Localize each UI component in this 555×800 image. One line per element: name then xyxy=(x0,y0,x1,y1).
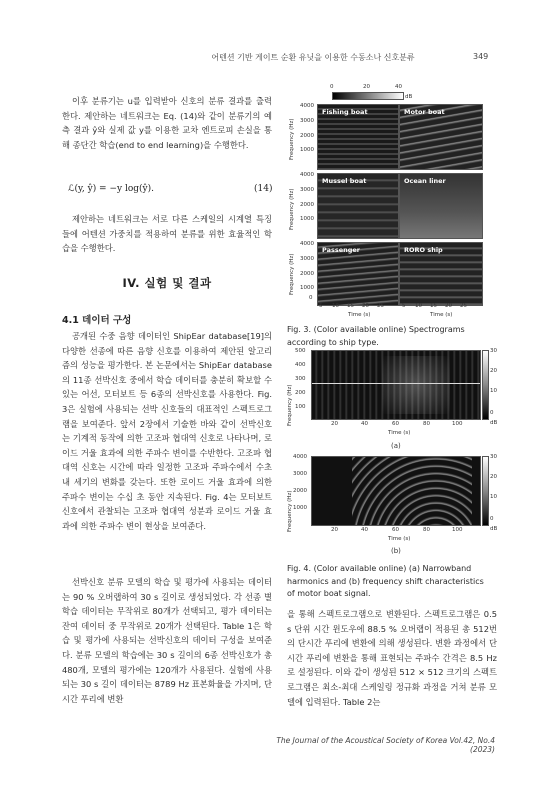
fig4a-cbar-tick: 0 xyxy=(490,410,494,416)
fig3-ytick: 3000 xyxy=(300,256,314,262)
fig3-ytick: 2000 xyxy=(300,202,314,208)
fig4b-sublabel: (b) xyxy=(391,547,401,555)
fig3-xtick: 20 xyxy=(445,303,452,309)
fig3-ytick: 3000 xyxy=(300,118,314,124)
fig4b-cbar-tick: 0 xyxy=(490,516,494,522)
fig4a-xtick: 100 xyxy=(452,421,463,427)
narrowband-spectrogram xyxy=(311,350,481,420)
fig3-ytick: 4000 xyxy=(300,172,314,178)
paragraph-1: 이후 분류기는 u를 입력받아 신호의 분류 결과를 출력한다. 제안하는 네트워크는 Eq. (14)와 같이 분류기의 예측 결과 ŷ와 실제 값 y를 이용한 교차 엔트로피 손실을 통해 종단간 학습(end to end learning)을 수행한다. xyxy=(62,96,272,150)
fig4b-xlabel: Time (s) xyxy=(388,536,411,542)
spectrogram-panel xyxy=(399,104,483,170)
fig3-ytick: 2000 xyxy=(300,133,314,139)
figure-4b xyxy=(285,454,500,559)
fig3-ytick: 3000 xyxy=(300,187,314,193)
fig4a-xtick: 60 xyxy=(392,421,399,427)
fig3-cbar-tick: 0 xyxy=(330,84,334,90)
fig3-ytick: 1000 xyxy=(300,147,314,153)
figure-4a xyxy=(285,348,500,458)
fig4b-cbar-tick: 30 xyxy=(490,454,497,460)
fig3-xtick: 25 xyxy=(377,303,384,309)
fig4b-ytick: 4000 xyxy=(293,454,307,460)
fig4b-ytick: 2000 xyxy=(293,488,307,494)
frequency-shift-spectrogram xyxy=(311,456,481,526)
fig3-xlabel: Time (s) xyxy=(430,312,453,318)
fig4b-ytick: 1000 xyxy=(293,505,307,511)
fig4b-ylabel: Frequency (Hz) xyxy=(287,490,293,532)
fig3-ylabel: Frequency (Hz) xyxy=(289,188,295,230)
figure-4-caption: Fig. 4. (Color available online) (a) Narrowband harmonics and (b) frequency shift characteristics of motor boat signal. xyxy=(287,564,484,598)
panel-label: Motor boat xyxy=(404,108,445,116)
fig3-xtick: 20 xyxy=(362,303,369,309)
fig3-ytick: 1000 xyxy=(300,285,314,291)
fig3-xtick: 15 xyxy=(430,303,437,309)
fig4a-cbar-unit: dB xyxy=(490,420,498,426)
fig4a-xtick: 80 xyxy=(423,421,430,427)
equation: ℒ(y, ŷ) = −y log(ŷ). xyxy=(68,184,154,194)
section-title: IV. 실험 및 결과 xyxy=(122,276,212,290)
journal-footer: The Journal of the Acoustical Society of Korea Vol.42, No.4 (2023) xyxy=(276,736,495,754)
fig4a-cbar-tick: 10 xyxy=(490,388,497,394)
fig4b-ytick: 3000 xyxy=(293,471,307,477)
panel-label: Mussel boat xyxy=(322,177,367,185)
figure-3 xyxy=(287,84,487,310)
panel-label: Fishing boat xyxy=(322,108,368,116)
page-number: 349 xyxy=(473,52,489,61)
fig3-ytick: 0 xyxy=(309,295,313,301)
paragraph-3: 공개된 수중 음향 데이터인 ShipEar database[19]의 다양한 선종에 따른 음향 신호를 이용하여 제안된 알고리즘의 성능을 평가한다. 본 논문에서는 ShipEar database의 11종 선박신호 중에서 학습 데이터를 충분히 확보할 수 있는 어선, 모터보트 등 6종의 선박신호를 사용한다. Fig. 3은 실험에 사용되는 선박 신호들의 대표적인 스펙트로그램을 보여준다. 앞서 2장에서 기술한 바와 같이 선박신호는 기계적 동작에 의한 고조파 협대역 신호로 나타나며, 로이드 거울 효과에 의한 주파수 변이를 수반한다. 고조파 협대역 신호는 시간에 따라 일정한 고조파 주파수에서 수초 내 세기의 변화를 갖는다. 또한 로이드 거울 효과에 의한 주파수 변이는 수십 초 동안 지속된다. Fig. 4는 모터보트 신호에서 관찰되는 고조파 협대역 성분과 로이드 거울 효과에 의한 주파수 변이 현상을 보여준다. xyxy=(62,331,272,531)
fig4b-xtick: 80 xyxy=(423,527,430,533)
fig4b-colorbar xyxy=(482,456,489,526)
fig3-ytick: 4000 xyxy=(300,103,314,109)
subsection-title: 4.1 데이터 구성 xyxy=(62,315,132,326)
fig3-xtick: 10 xyxy=(415,303,422,309)
spectrogram-panel xyxy=(399,173,483,239)
spectrogram-panel xyxy=(317,173,399,239)
fig4b-xtick: 20 xyxy=(331,527,338,533)
panel-label: Ocean liner xyxy=(404,177,446,185)
fig4b-cbar-tick: 20 xyxy=(490,474,497,480)
fig4a-ytick: 500 xyxy=(295,348,306,354)
fig4a-ytick: 200 xyxy=(295,390,306,396)
fig3-ylabel: Frequency (Hz) xyxy=(289,118,295,160)
panel-label: Passenger xyxy=(322,246,361,254)
spectrogram-panel xyxy=(317,104,399,170)
fig4a-cbar-tick: 20 xyxy=(490,368,497,374)
fig4a-cbar-tick: 30 xyxy=(490,348,497,354)
fig3-ytick: 1000 xyxy=(300,216,314,222)
spectrogram-panel xyxy=(317,242,399,306)
fig3-xtick: 5 xyxy=(319,303,323,309)
fig3-ytick: 2000 xyxy=(300,271,314,277)
fig4a-xtick: 40 xyxy=(361,421,368,427)
figure-3-caption: Fig. 3. (Color available online) Spectrograms according to ship type. xyxy=(287,325,465,347)
fig4a-ylabel: Frequency (Hz) xyxy=(287,384,293,426)
fig4b-xtick: 60 xyxy=(392,527,399,533)
equation-number: (14) xyxy=(254,184,273,194)
panel-label: RORO ship xyxy=(404,246,443,254)
fig3-cbar-tick: 40 xyxy=(395,84,402,90)
fig3-ylabel: Frequency (Hz) xyxy=(289,253,295,295)
fig4a-ytick: 100 xyxy=(295,404,306,410)
fig4a-colorbar xyxy=(482,350,489,420)
fig4a-ytick: 400 xyxy=(295,362,306,368)
fig4b-xtick: 40 xyxy=(361,527,368,533)
fig3-cbar-unit: dB xyxy=(405,94,413,100)
fig4a-sublabel: (a) xyxy=(391,442,401,450)
fig3-xtick: 5 xyxy=(402,303,406,309)
spectrogram-panel xyxy=(399,242,483,306)
fig4b-cbar-tick: 10 xyxy=(490,494,497,500)
fig3-xtick: 10 xyxy=(332,303,339,309)
fig4a-xlabel: Time (s) xyxy=(388,430,411,436)
fig4a-xtick: 20 xyxy=(331,421,338,427)
fig4b-xtick: 100 xyxy=(452,527,463,533)
right-paragraph: 을 통해 스펙트로그램으로 변환된다. 스펙트로그램은 0.5 s 단위 시간 윈도우에 88.5 % 오버랩이 적용된 총 512번의 단시간 푸리에 변환에 의해 생성된다. 변환 과정에서 단시간 푸리에 변환을 통해 표현되는 주파수 간격은 8.5 Hz로 설정된다. 이와 같이 생성된 512 × 512 크기의 스펙트로그램은 최소-최대 스케일링 정규화 과정을 거쳐 분류 모델에 입력된다. Table 2는 xyxy=(287,609,497,707)
paragraph-4: 선박신호 분류 모델의 학습 및 평가에 사용되는 데이터는 90 % 오버랩하여 30 s 길이로 생성되었다. 각 선종 별 학습 데이터는 무작위로 80개가 선택되고, 평가 데이터는 잔여 데이터 중 무작위로 20개가 선택된다. Table 1은 학습 및 평가에 사용되는 선박신호의 데이터 구성을 보여준다. 분류 모델의 학습에는 30 s 길이의 6종 선박신호가 총 480개, 모델의 평가에는 120개가 사용된다. 실험에 사용되는 30 s 길이 데이터는 8789 Hz 표본화율을 가지며, 단시간 푸리에 변환 xyxy=(62,577,272,704)
fig3-cbar-tick: 20 xyxy=(363,84,370,90)
fig3-ytick: 4000 xyxy=(300,241,314,247)
fig4b-cbar-unit: dB xyxy=(490,526,498,532)
fig3-xtick: 25 xyxy=(460,303,467,309)
running-header: 어텐션 기반 게이트 순환 유닛을 이용한 수동소나 신호분류 xyxy=(211,53,415,62)
fig3-xtick: 15 xyxy=(347,303,354,309)
fig3-xlabel: Time (s) xyxy=(348,312,371,318)
paragraph-2: 제안하는 네트워크는 서로 다른 스케일의 시계열 특징들에 어텐션 가중치를 적용하여 분류를 위한 효율적인 학습을 수행한다. xyxy=(62,214,272,254)
fig4a-ytick: 300 xyxy=(295,376,306,382)
fig3-colorbar xyxy=(332,92,404,100)
